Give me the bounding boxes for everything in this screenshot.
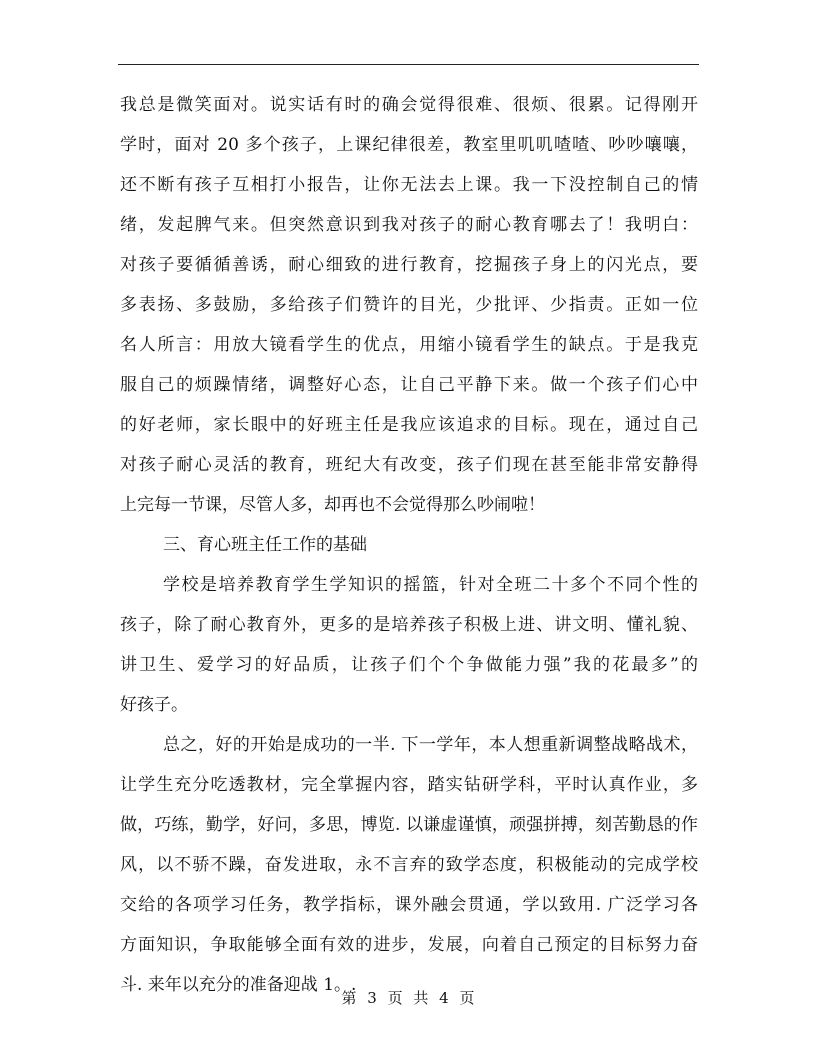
paragraph-line: 绪，发起脾气来。但突然意识到我对孩子的耐心教育哪去了！我明白： <box>120 215 698 235</box>
paragraph-line: 对孩子耐心灵活的教育，班纪大有改变，孩子们现在甚至能非常安静得 <box>120 455 698 475</box>
paragraph-line: 总之，好的开始是成功的一半. 下一学年，本人想重新调整战略战术， <box>163 735 698 755</box>
paragraph-line: 学校是培养教育学生学知识的摇篮，针对全班二十多个不同个性的 <box>163 575 698 595</box>
page-number: 第 3 页 共 4 页 <box>341 989 475 1007</box>
paragraph-line-last: 好孩子。 <box>120 695 188 715</box>
paragraph-line: 对孩子要循循善诱，耐心细致的进行教育，挖掘孩子身上的闪光点，要 <box>120 255 698 275</box>
paragraph-line: 多表扬、多鼓励，多给孩子们赞许的目光，少批评、少指责。正如一位 <box>120 295 698 315</box>
paragraph-line: 学时，面对 20 多个孩子，上课纪律很差，教室里叽叽喳喳、吵吵嚷嚷， <box>120 135 698 155</box>
paragraph-line-last: 斗. 来年以充分的准备迎战 1。. <box>120 975 357 995</box>
paragraph-line-last: 上完每一节课，尽管人多，却再也不会觉得那么吵闹啦！ <box>120 495 545 515</box>
paragraph-line: 的好老师，家长眼中的好班主任是我应该追求的目标。现在，通过自己 <box>120 415 698 435</box>
paragraph-line: 孩子，除了耐心教育外，更多的是培养孩子积极上进、讲文明、懂礼貌、 <box>120 615 698 635</box>
paragraph-line: 讲卫生、爱学习的好品质，让孩子们个个争做能力强”我的花最多”的 <box>120 655 698 675</box>
paragraph-line: 名人所言：用放大镜看学生的优点，用缩小镜看学生的缺点。于是我克 <box>120 335 698 355</box>
paragraph-line: 让学生充分吃透教材，完全掌握内容，踏实钻研学科，平时认真作业，多 <box>120 775 698 795</box>
paragraph-line: 我总是微笑面对。说实话有时的确会觉得很难、很烦、很累。记得刚开 <box>120 95 698 115</box>
paragraph-line: 交给的各项学习任务，教学指标，课外融会贯通，学以致用. 广泛学习各 <box>120 895 698 915</box>
paragraph-line: 风，以不骄不躁，奋发进取，永不言弃的致学态度，积极能动的完成学校 <box>120 855 698 875</box>
paragraph-line: 服自己的烦躁情绪，调整好心态，让自己平静下来。做一个孩子们心中 <box>120 375 698 395</box>
paragraph-line: 还不断有孩子互相打小报告，让你无法去上课。我一下没控制自己的情 <box>120 175 698 195</box>
section-heading: 三、育心班主任工作的基础 <box>163 535 367 555</box>
paragraph-line: 做，巧练，勤学，好问，多思，博览. 以谦虚谨慎，顽强拼搏，刻苦勤恳的作 <box>120 815 698 835</box>
header-rule <box>118 64 699 65</box>
paragraph-line: 方面知识，争取能够全面有效的进步，发展，向着自己预定的目标努力奋 <box>120 935 698 955</box>
